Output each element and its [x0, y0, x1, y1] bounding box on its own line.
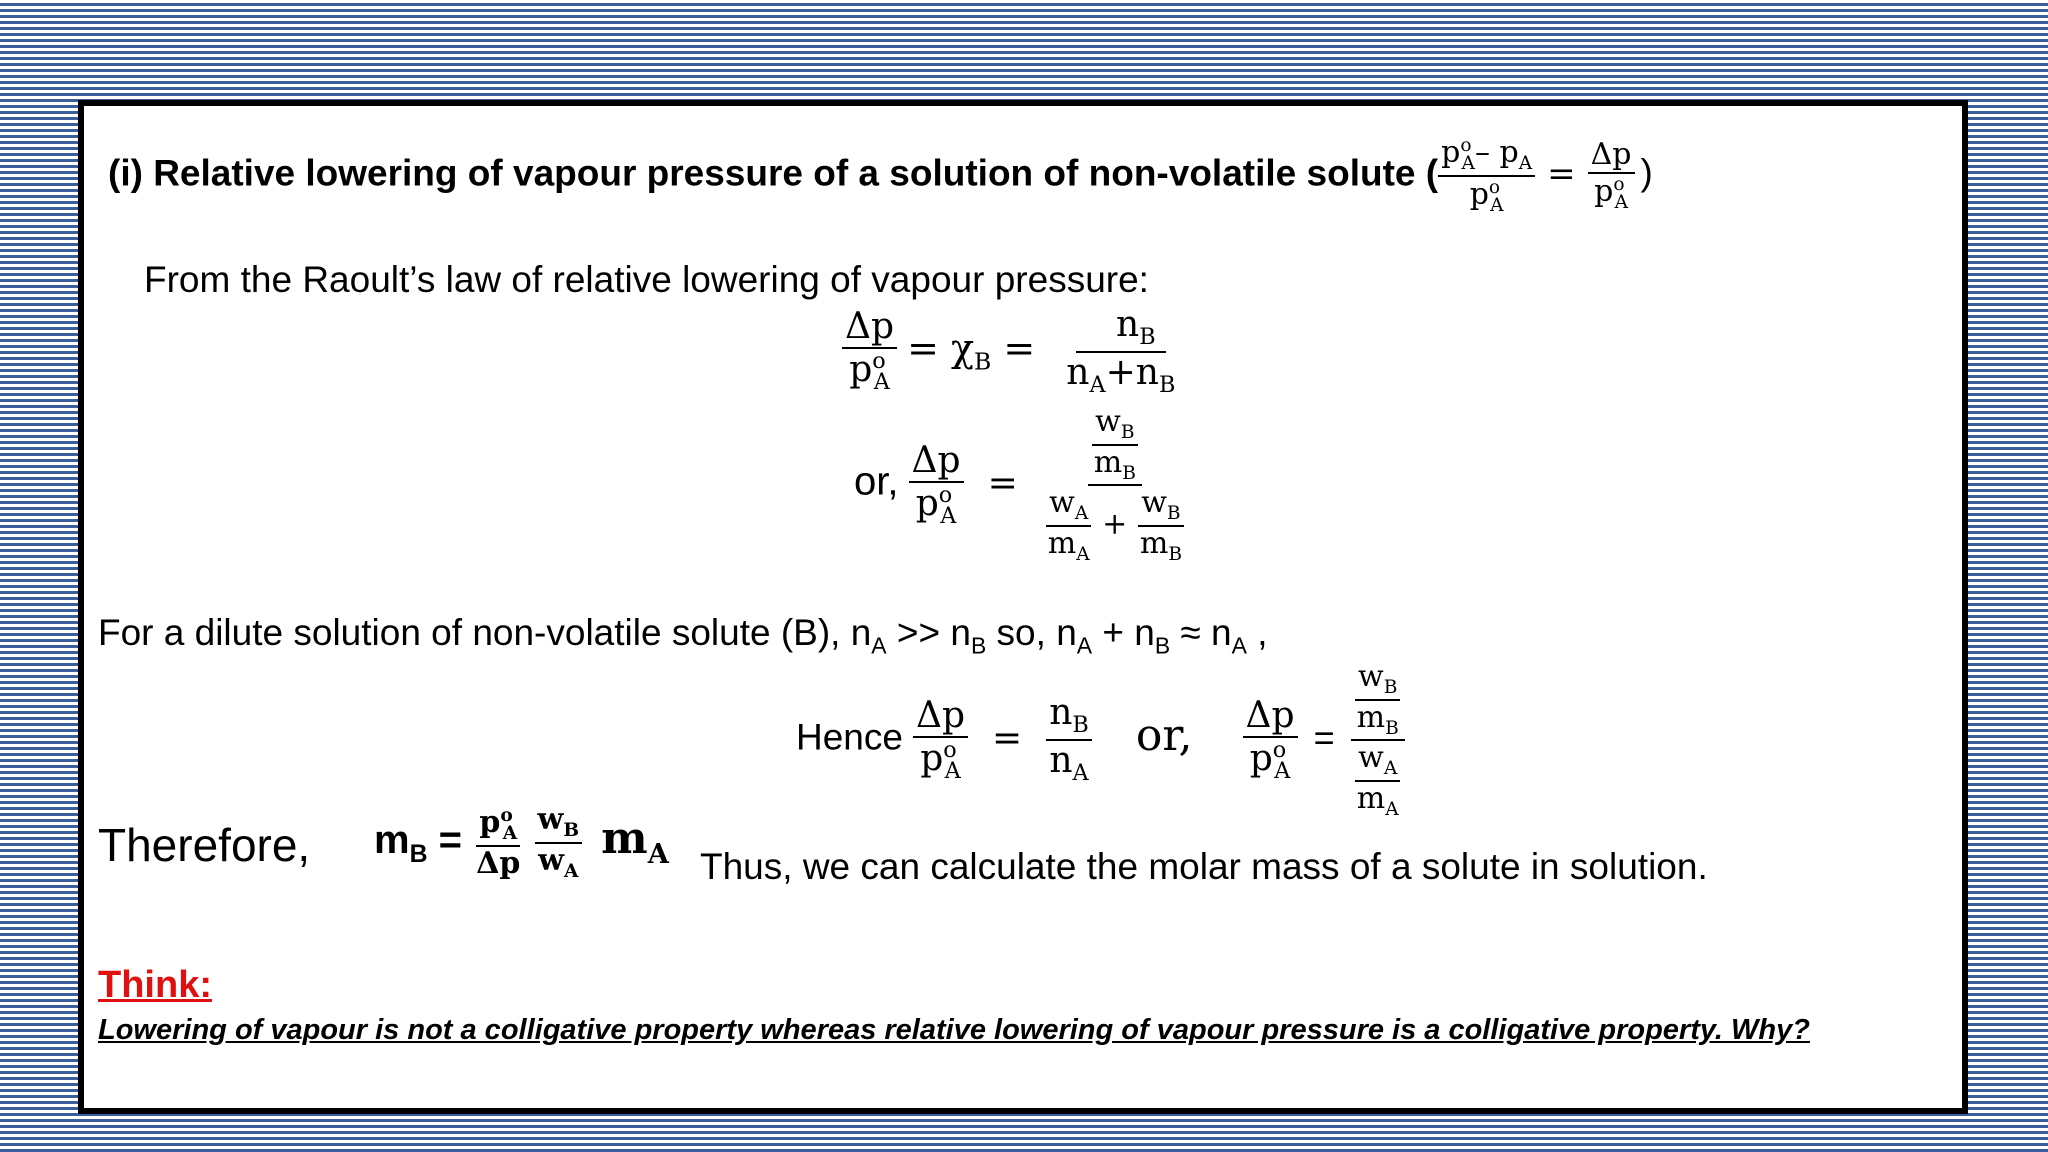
slide-title: (i) Relative lowering of vapour pressure of a solution of non-volatile solute ( $\frac{p^o_A- p_A}{p^o_A}$ = $\frac{\Delta p}{p^o_A}$ ) [108, 135, 1653, 216]
eq2-rhs-compound-fraction: $\frac{w_B}{m_B}$ $\frac{w_A}{m_A}$ + $\frac{w_B}{m_B}$ [1047, 404, 1182, 565]
eq1-rhs-fraction: $\frac{n_B}{n_A+n_B}$ [1066, 304, 1176, 398]
eq1-lhs-fraction: $\frac{\Delta p}{p^o_A}$ [842, 308, 897, 394]
equation-raoult: $\frac{\Delta p}{p^o_A}$ = $\chi_B$ = $\frac{n_B}{n_A+n_B}$ [842, 306, 1178, 397]
title-text: (i) Relative lowering of vapour pressure of a solution of non-volatile solute ( [108, 152, 1439, 194]
equation-hence: Hence $\frac{\Delta p}{p^o_A}$ = $\frac{n_B}{n_A}$ or, $\frac{\Delta p}{p^o_A}$ = $\frac{\frac{w_B}{m_B}}{\frac{w_A}{m_A}}$ [796, 661, 1405, 819]
think-question: Lowering of vapour is not a colligative property whereas relative lowering of vapour pressure is a colligative property. Why? [98, 1014, 1810, 1046]
hence-rhs-fraction: $\frac{n_B}{n_A}$ [1046, 694, 1092, 785]
dilute-solution-text: For a dilute solution of non-volatile solute (B), $n_A >> n_B$ so, $n_A + n_B \approx n_A$ , [98, 612, 1268, 659]
equation-mass-form: or, $\frac{\Delta p}{p^o_A}$ = $\frac{w_B}{m_B}$ $\frac{w_A}{m_A}$ + $\frac{w_B}{m_B}$ [854, 406, 1188, 564]
hence-second-lhs-fraction: $\frac{\Delta p}{p^o_A}$ [1243, 697, 1298, 783]
therefore-explanation: Thus, we can calculate the molar mass of a solute in solution. [700, 846, 1708, 887]
hence-second-rhs-fraction: $\frac{\frac{w_B}{m_B}}{\frac{w_A}{m_A}}$ [1351, 661, 1405, 819]
therefore-label: Therefore, [98, 819, 311, 871]
formula-fraction-2: $\frac{w_B}{w_A}$ [535, 804, 583, 881]
slide-frame [78, 100, 1968, 1114]
intro-text: From the Raoult’s law of relative lowering of vapour pressure: [144, 259, 1149, 300]
think-heading: Think: [98, 964, 212, 1006]
eq2-lhs-fraction: $\frac{\Delta p}{p^o_A}$ [909, 442, 964, 528]
hence-lhs-fraction: $\frac{\Delta p}{p^o_A}$ [913, 697, 968, 783]
formula-fraction-1: $\frac{p^o_A}{\Delta p}$ [476, 805, 521, 881]
title-fraction-1: $\frac{p^o_A- p_A}{p^o_A}$ [1438, 136, 1535, 215]
title-fraction-2: $\frac{\Delta p}{p^o_A}$ [1588, 139, 1635, 212]
molar-mass-formula: $m_B$ = $\frac{p^o_A}{\Delta p}$ $\frac{w_B}{w_A}$ $m_A$ [374, 802, 669, 882]
